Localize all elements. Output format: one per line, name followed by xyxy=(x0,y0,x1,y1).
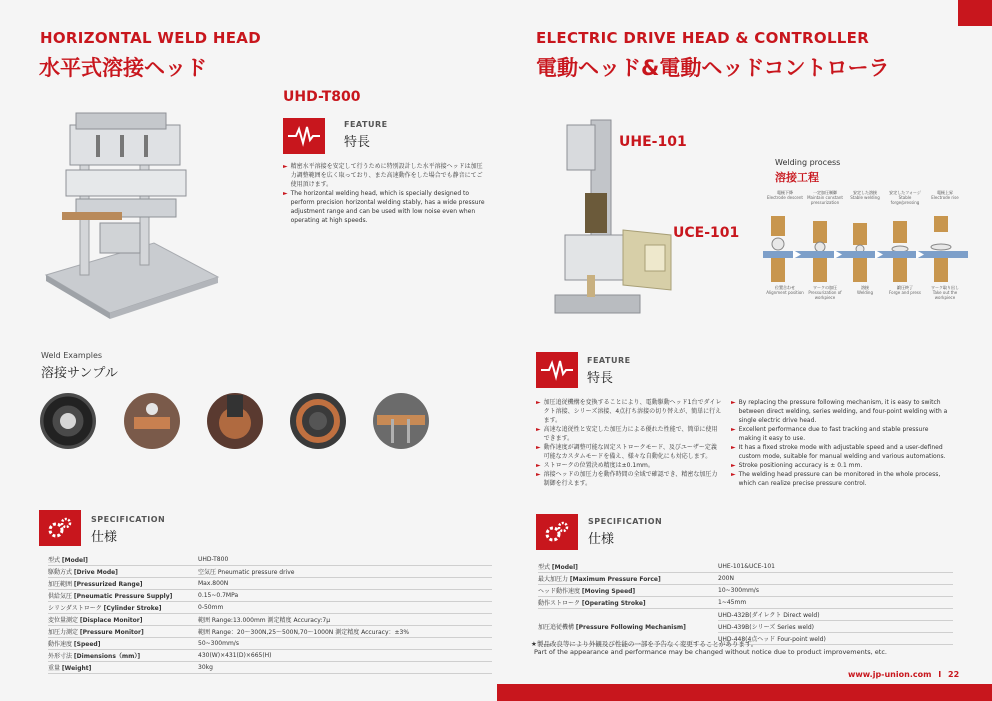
spec-row xyxy=(538,597,953,609)
spec-key xyxy=(48,578,198,590)
bullet-arrow-icon: ► xyxy=(731,426,736,433)
right-feature-bullets-jp xyxy=(536,398,722,488)
spec-key-en: [Weight] xyxy=(61,665,92,672)
process-step-label xyxy=(765,285,805,295)
footer-bar xyxy=(497,684,992,701)
uhd-t800-image xyxy=(36,95,226,320)
spec-value: UHE-101&UCE-101 xyxy=(718,561,953,573)
process-step-en: Forge and press xyxy=(889,290,921,295)
spec-key-en: [Dimensions（mm）] xyxy=(73,653,141,660)
spec-value: UHD-448(4点ヘッド Four-point weld) xyxy=(718,633,953,645)
bullet-text: Excellent performance due to fast tracking and stable pressure making it easy to use. xyxy=(738,426,929,442)
bullet-arrow-icon: ► xyxy=(731,462,736,469)
left-title-en: HORIZONTAL WELD HEAD xyxy=(40,29,261,47)
spec-row xyxy=(538,609,953,621)
bullet-item xyxy=(536,398,722,425)
right-title-en: ELECTRIC DRIVE HEAD & CONTROLLER xyxy=(536,29,870,47)
process-step-jp: 溶接 xyxy=(861,285,869,290)
bullet-item: ► The horizontal welding head, which is specially designed to perform precision horizontal welding stably, has a wide pressure adjustment range and can be used with low noise even when operating at high speeds. xyxy=(283,190,485,224)
spec-value: 30kg xyxy=(198,662,492,674)
spec-value: 10~300mm/s xyxy=(718,585,953,597)
bullet-text: By replacing the pressure following mechanism, it is easy to switch between direct welding, series welding, and four-point welding with a single electric drive head. xyxy=(738,399,948,424)
weld-sample-photo xyxy=(207,393,263,449)
bullet-item xyxy=(731,398,951,425)
spec-key-jp: 供給気圧 xyxy=(48,593,74,600)
spec-key-jp: 型式 xyxy=(538,564,552,571)
footer-separator: I xyxy=(938,670,942,679)
feature-icon xyxy=(536,352,578,388)
spec-key xyxy=(48,566,198,578)
process-step-label xyxy=(845,190,885,200)
bullet-text: The welding head pressure can be monitored in the whole process, which can realize precise pressure control. xyxy=(738,471,941,487)
spec-key-jp: 加圧範囲 xyxy=(48,581,74,588)
left-spec-title-jp: 仕様 xyxy=(91,530,118,545)
spec-value: 50~300mm/s xyxy=(198,638,492,650)
bullet-item xyxy=(731,461,951,470)
spec-key xyxy=(48,554,198,566)
spec-note-en: Part of the appearance and performance may be changed without notice due to product improvements, etc. xyxy=(534,648,887,656)
spec-key xyxy=(48,602,198,614)
spec-row xyxy=(48,590,492,602)
spec-key-jp: 加圧力測定 xyxy=(48,629,80,636)
bullet-item xyxy=(536,470,722,488)
process-step-label xyxy=(805,285,845,300)
spec-key-jp: 外形寸法 xyxy=(48,653,74,660)
bullet-item xyxy=(731,443,951,461)
process-step-label xyxy=(925,285,965,300)
spec-key-jp: 駆動方式 xyxy=(48,569,74,576)
process-step-jp: 電極下降 xyxy=(777,190,793,195)
process-step-jp: 安定したフォージ xyxy=(889,190,921,195)
uce-model-label: UCE-101 xyxy=(673,225,740,241)
left-spec-title-en: SPECIFICATION xyxy=(91,515,166,524)
process-step-jp: ワークの加圧 xyxy=(813,285,837,290)
process-step-en: Stable forge/pressing xyxy=(890,195,920,205)
spec-key-jp: シリンダストローク xyxy=(48,605,104,612)
spec-key-jp: 重量 xyxy=(48,665,62,672)
weld-sample-photo xyxy=(373,393,429,449)
bullet-item xyxy=(731,470,951,488)
spec-key-en: [Displace Monitor] xyxy=(79,617,143,624)
spec-value: 0-50mm xyxy=(198,602,492,614)
bullet-text: 加圧追従機構を変換することにより、電動駆動ヘッド1台でダイレクト溶接、シリーズ溶接、4点打ち溶接の切り替えが、簡単に行えます。 xyxy=(543,399,722,424)
uhe-model-label: UHE-101 xyxy=(619,134,687,150)
right-feature-title-jp: 特長 xyxy=(587,371,614,386)
spec-row xyxy=(48,626,492,638)
spec-row xyxy=(48,602,492,614)
left-model-label: UHD-T800 xyxy=(283,89,361,105)
process-step-label xyxy=(805,190,845,205)
spec-key-en: [Model] xyxy=(61,557,88,564)
spec-row xyxy=(48,554,492,566)
spec-row xyxy=(538,573,953,585)
spec-key-en: [Pressurized Range] xyxy=(73,581,143,588)
spec-value: 1~45mm xyxy=(718,597,953,609)
bullet-item: ► 精密水平溶接を安定して行うために特別設計した水平溶接ヘッドは加圧力調整範囲を広く取っており、また高速動作をした場合でも静音にてご使用頂けます。 xyxy=(283,163,483,188)
spec-key-jp: ヘッド動作速度 xyxy=(538,588,582,595)
spec-key-en: [Pressure Following Mechanism] xyxy=(575,624,686,631)
spec-row xyxy=(48,578,492,590)
spec-key-jp: 加圧追従機構 xyxy=(538,624,576,631)
spec-key xyxy=(48,650,198,662)
spec-value: 430(W)×431(D)×665(H) xyxy=(198,650,492,662)
weld-examples-title-en: Weld Examples xyxy=(41,351,103,360)
process-step-label xyxy=(885,285,925,295)
right-spec-title-jp: 仕様 xyxy=(588,532,615,547)
process-step-en: Stable welding xyxy=(850,195,880,200)
bullet-arrow-icon: ► xyxy=(536,426,541,433)
spec-key xyxy=(48,590,198,602)
spec-key-en: [Maximum Pressure Force] xyxy=(569,576,661,583)
process-step-jp: 位置合わせ xyxy=(775,285,795,290)
process-step-en: Welding xyxy=(856,290,874,295)
spec-key-en: [Operating Stroke] xyxy=(581,600,646,607)
bullet-arrow-icon: ► xyxy=(536,444,541,451)
spec-row xyxy=(538,585,953,597)
spec-value: 0.15~0.7MPa xyxy=(198,590,492,602)
process-step-en: Take out the workpiece xyxy=(932,290,958,300)
right-spec-table xyxy=(538,561,953,645)
spec-value: 範囲 Range：20～300N,25～500N,70～1000N 測定精度 Accuracy：±3% xyxy=(198,626,492,638)
left-feature-title-en: FEATURE xyxy=(344,120,388,129)
process-step-label xyxy=(765,190,805,200)
process-step-jp: 鍛圧終了 xyxy=(897,285,913,290)
spec-key-jp: 動作速度 xyxy=(48,641,74,648)
spec-row xyxy=(48,566,492,578)
weld-sample-photo xyxy=(40,393,96,449)
spec-key xyxy=(538,573,718,585)
spec-row xyxy=(48,662,492,674)
weld-sample-photo xyxy=(290,393,346,449)
spec-key-en: [Pressure Monitor] xyxy=(79,629,144,636)
spec-value: UHD-T800 xyxy=(198,554,492,566)
left-spec-table xyxy=(48,554,492,674)
spec-key xyxy=(48,638,198,650)
process-title-en: Welding process xyxy=(775,158,841,167)
right-title-jp: 電動ヘッド&電動ヘッドコントローラ xyxy=(536,56,890,80)
process-step-jp: ワーク取り出し xyxy=(931,285,959,290)
footer-link[interactable] xyxy=(848,670,959,679)
bullet-item xyxy=(536,461,722,470)
spec-row xyxy=(48,650,492,662)
spec-key xyxy=(48,614,198,626)
spec-row xyxy=(48,614,492,626)
spec-key-en: [Drive Mode] xyxy=(73,569,118,576)
spec-key-en: [Cylinder Stroke] xyxy=(103,605,162,612)
spec-key xyxy=(538,585,718,597)
left-feature-bullets xyxy=(283,162,488,225)
right-feature-bullets-en xyxy=(731,398,951,488)
spec-key-jp: 最大加圧力 xyxy=(538,576,570,583)
spec-value: 範囲 Range:13.000mm 測定精度 Accuracy:7μ xyxy=(198,614,492,626)
right-feature-title-en: FEATURE xyxy=(587,356,631,365)
process-step-en: Maintain constant pressurization xyxy=(807,195,843,205)
spec-icon xyxy=(536,514,578,550)
spec-key xyxy=(538,561,718,573)
bullet-text: 高速な追従性と安定した加圧力による優れた性能で、簡単に使用できます。 xyxy=(543,426,718,442)
process-step-en: Electrode descent xyxy=(767,195,803,200)
spec-key-jp: 動作ストローク xyxy=(538,600,582,607)
spec-key xyxy=(538,597,718,609)
left-title-jp: 水平式溶接ヘッド xyxy=(39,56,207,80)
spec-value: 空気圧 Pneumatic pressure drive xyxy=(198,566,492,578)
bullet-arrow-icon: ► xyxy=(731,399,736,406)
spec-icon xyxy=(39,510,81,546)
process-step-label xyxy=(885,190,925,205)
spec-value: Max.800N xyxy=(198,578,492,590)
page-number: 22 xyxy=(948,670,960,679)
weld-sample-photo xyxy=(124,393,180,449)
process-title-jp: 溶接工程 xyxy=(775,171,819,184)
spec-key-en: [Moving Speed] xyxy=(581,588,636,595)
bullet-text: It has a fixed stroke mode with adjustable speed and a user-defined custom mode, suitable for manual welding and various automations. xyxy=(738,444,946,460)
spec-row xyxy=(48,638,492,650)
process-step-en: Electrode rise xyxy=(931,195,959,200)
spec-key-en: [Speed] xyxy=(73,641,101,648)
spec-value: 200N xyxy=(718,573,953,585)
process-step-en: Pressurization of workpiece xyxy=(808,290,842,300)
spec-value: UHD-432B(ダイレクト Direct weld) xyxy=(718,609,953,621)
process-step-jp: 安定した溶接 xyxy=(853,190,877,195)
spec-key-en: [Pneumatic Pressure Supply] xyxy=(73,593,173,600)
spec-key xyxy=(48,662,198,674)
bullet-item xyxy=(536,443,722,461)
bullet-item xyxy=(536,425,722,443)
feature-icon xyxy=(283,118,325,154)
process-step-en: Alignment position xyxy=(766,290,804,295)
process-step-jp: 電極上昇 xyxy=(937,190,953,195)
bullet-arrow-icon: ► xyxy=(731,444,736,451)
bullet-arrow-icon: ► xyxy=(731,471,736,478)
welding-process-diagram xyxy=(763,190,968,325)
left-feature-title-jp: 特長 xyxy=(344,135,371,150)
right-spec-title-en: SPECIFICATION xyxy=(588,517,663,526)
bullet-text: ストロークの位置決め精度は±0.1mm。 xyxy=(543,462,654,469)
footer-url[interactable]: www.jp-union.com xyxy=(848,670,932,679)
bullet-text: 溶接ヘッドの加圧力を動作時間の全域で確認でき、精密な加圧力制御を行えます。 xyxy=(543,471,718,487)
bullet-arrow-icon: ► xyxy=(536,471,541,478)
process-step-label xyxy=(845,285,885,295)
process-step-label xyxy=(925,190,965,200)
corner-accent xyxy=(958,0,992,26)
bullet-arrow-icon: ► xyxy=(536,399,541,406)
spec-key-jp: 変位量測定 xyxy=(48,617,80,624)
spec-row xyxy=(538,561,953,573)
spec-note-jp: ★製品改良等により外観及び性能の一部を予告なく変更することがあります。 xyxy=(531,640,758,648)
spec-key-jp: 型式 xyxy=(48,557,62,564)
weld-examples-title-jp: 溶接サンプル xyxy=(41,366,118,381)
process-step-jp: 一定加圧制御 xyxy=(813,190,837,195)
spec-key xyxy=(48,626,198,638)
bullet-item xyxy=(731,425,951,443)
bullet-arrow-icon: ► xyxy=(536,462,541,469)
bullet-text: Stroke positioning accuracy is ± 0.1 mm. xyxy=(738,462,863,469)
spec-value: UHD-439B(シリーズ Series weld) xyxy=(718,621,953,633)
spec-key-en: [Model] xyxy=(551,564,578,571)
bullet-text: 動作速度が調整可能な固定ストロークモード、及びユーザー定義可能なカスタムモードを備え、様々な自動化にも対応します。 xyxy=(543,444,717,460)
